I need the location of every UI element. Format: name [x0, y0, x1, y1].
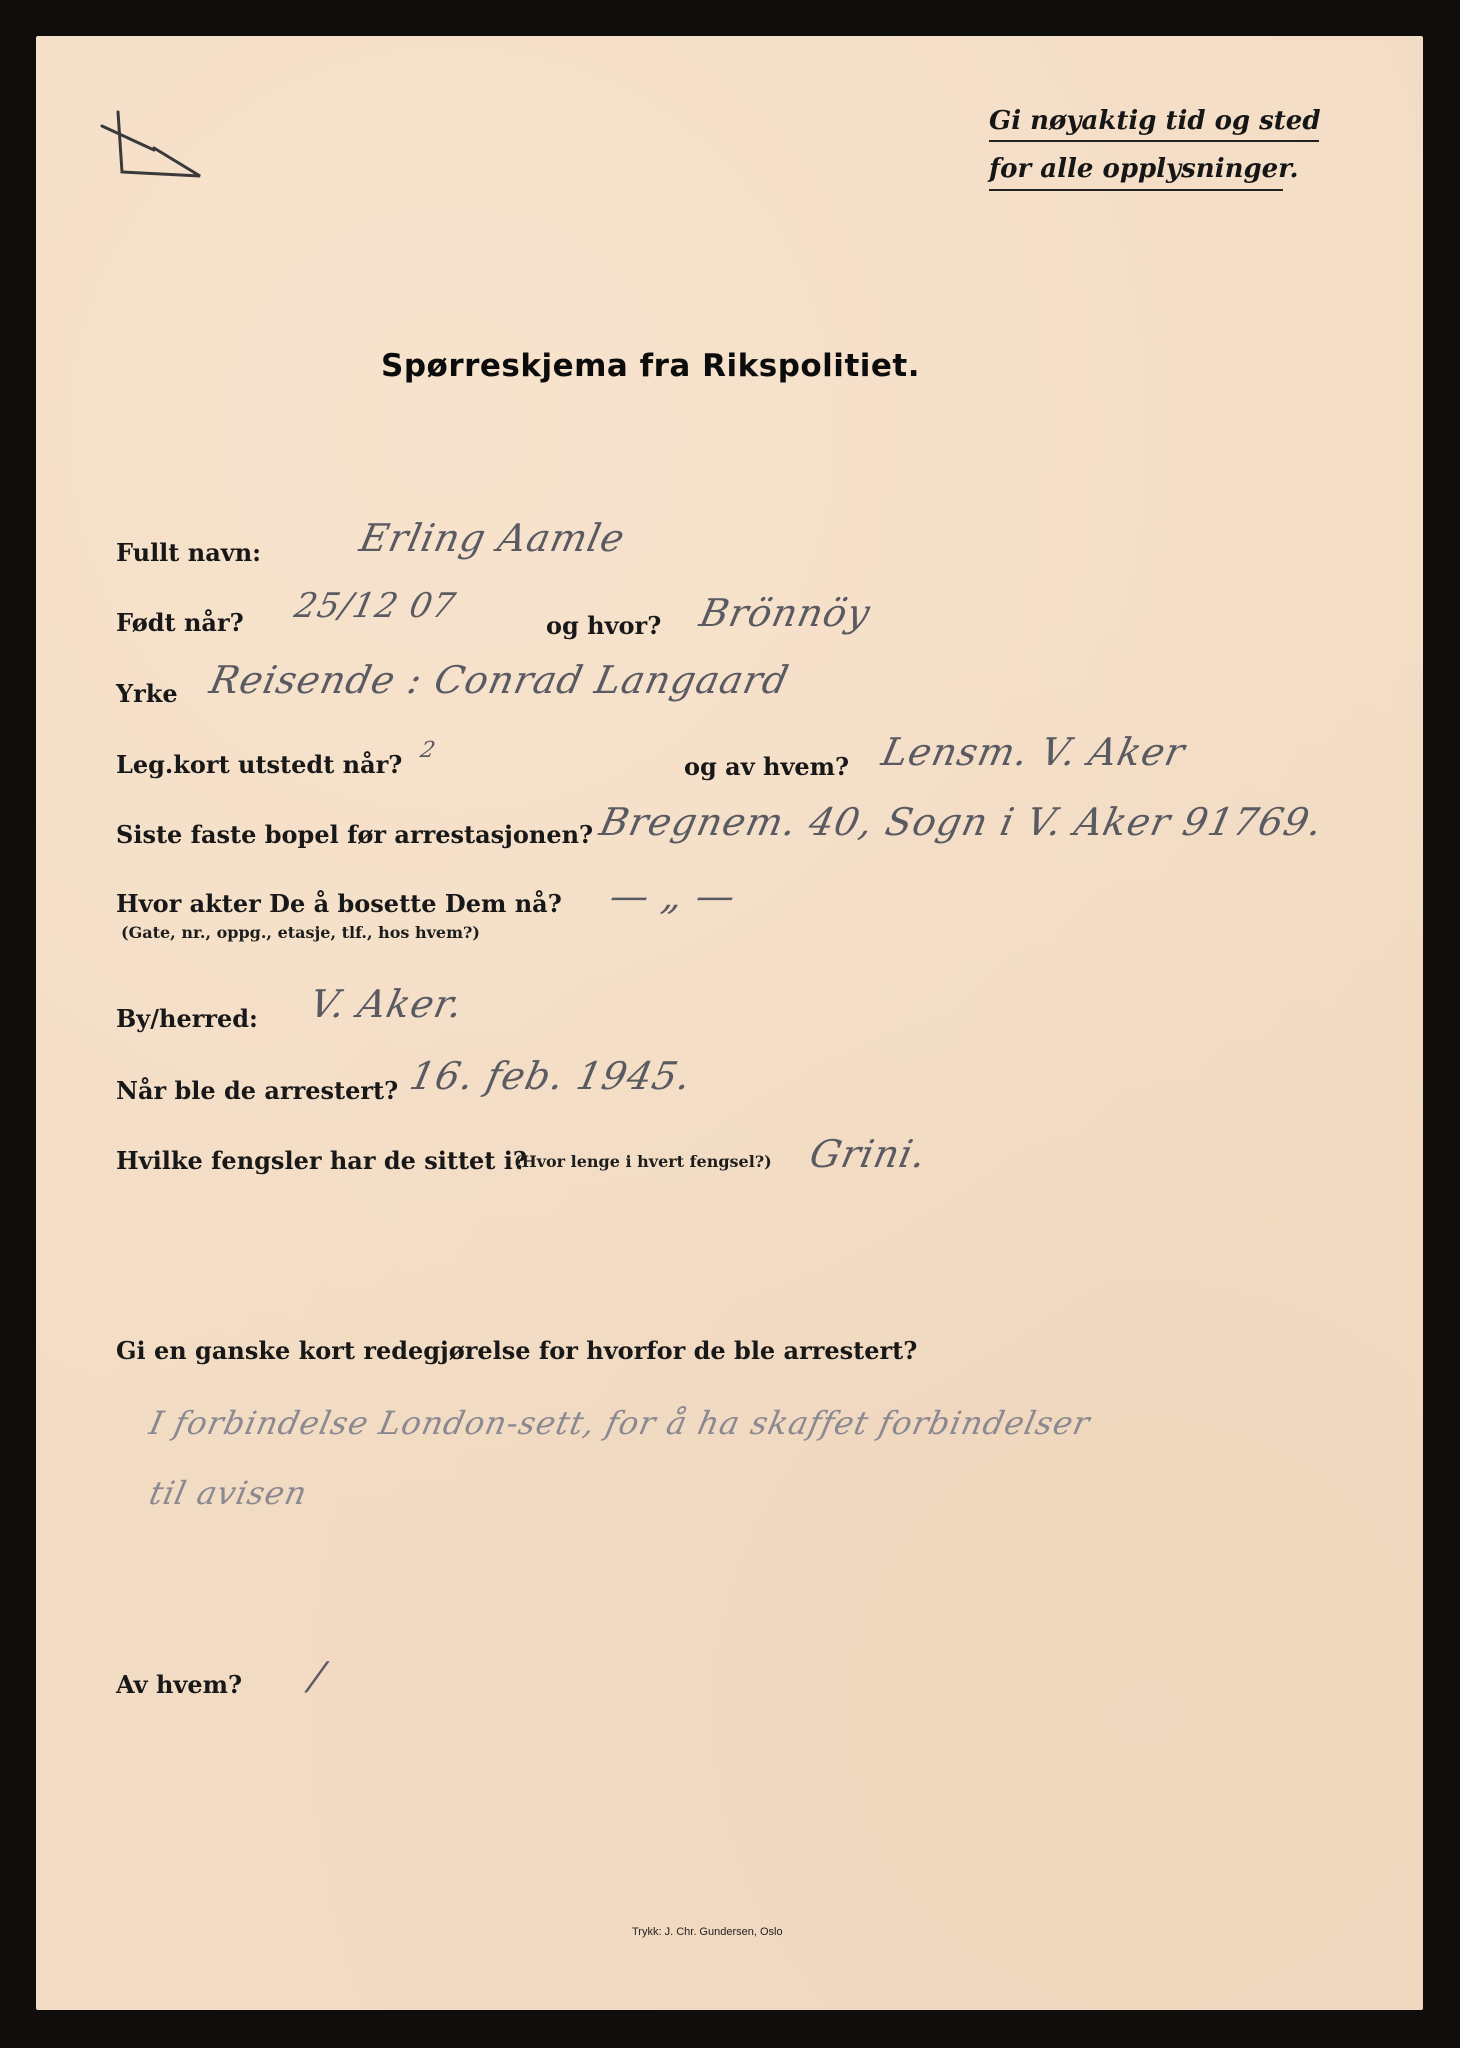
value-full-name: Erling Aamle — [356, 516, 630, 560]
label-reason: Gi en ganske kort redegjørelse for hvorfor de ble arrestert? — [116, 1336, 918, 1365]
sublabel-prisons: (Hvor lenge i hvert fengsel?) — [514, 1152, 772, 1171]
label-id-card-by: og av hvem? — [684, 752, 850, 781]
label-by-whom: Av hvem? — [116, 1670, 243, 1699]
pencil-check-mark-icon — [96, 106, 216, 186]
value-id-card-by: Lensm. V. Aker — [878, 730, 1190, 774]
form-title: Spørreskjema fra Rikspolitiet. — [381, 348, 921, 384]
label-last-residence: Siste faste bopel før arrestasjonen? — [116, 820, 594, 849]
instruction-line-2: for alle opplysninger. — [989, 154, 1299, 184]
value-born-when: 25/12 07 — [291, 586, 460, 626]
label-born-where: og hvor? — [546, 611, 662, 640]
value-by-whom: / — [306, 1654, 330, 1698]
value-reason-line-2: til avisen — [146, 1474, 311, 1512]
instruction-rule-1 — [989, 140, 1319, 142]
value-reason-line-1: I forbindelse London-sett, for å ha skaffet forbindelser — [146, 1404, 1094, 1442]
value-last-residence: Bregnem. 40, Sogn i V. Aker 91769. — [596, 800, 1328, 844]
label-id-card-when: Leg.kort utstedt når? — [116, 750, 403, 779]
value-born-where: Brönnöy — [696, 591, 875, 635]
value-occupation: Reisende : Conrad Langaard — [206, 658, 793, 702]
printer-imprint: Trykk: J. Chr. Gundersen, Oslo — [632, 1926, 783, 1938]
value-arrested-when: 16. feb. 1945. — [406, 1054, 696, 1098]
instruction-line-1: Gi nøyaktig tid og sted — [989, 106, 1321, 136]
value-prisons: Grini. — [806, 1132, 931, 1176]
label-occupation: Yrke — [116, 679, 178, 708]
label-prisons: Hvilke fengsler har de sittet i? — [116, 1146, 527, 1175]
label-future-residence: Hvor akter De å bosette Dem nå? — [116, 889, 562, 918]
form-sheet — [36, 36, 1423, 2010]
label-arrested-when: Når ble de arrestert? — [116, 1076, 399, 1105]
label-municipality: By/herred: — [116, 1004, 258, 1033]
sublabel-future-residence: (Gate, nr., oppg., etasje, tlf., hos hvem?) — [121, 923, 480, 942]
label-born-when: Født når? — [116, 608, 244, 637]
value-future-residence: — „ — — [606, 874, 741, 918]
instruction-rule-2 — [989, 189, 1283, 191]
value-municipality: V. Aker. — [306, 982, 468, 1026]
label-full-name: Fullt navn: — [116, 538, 261, 567]
value-id-card-when: 2 — [418, 738, 439, 763]
